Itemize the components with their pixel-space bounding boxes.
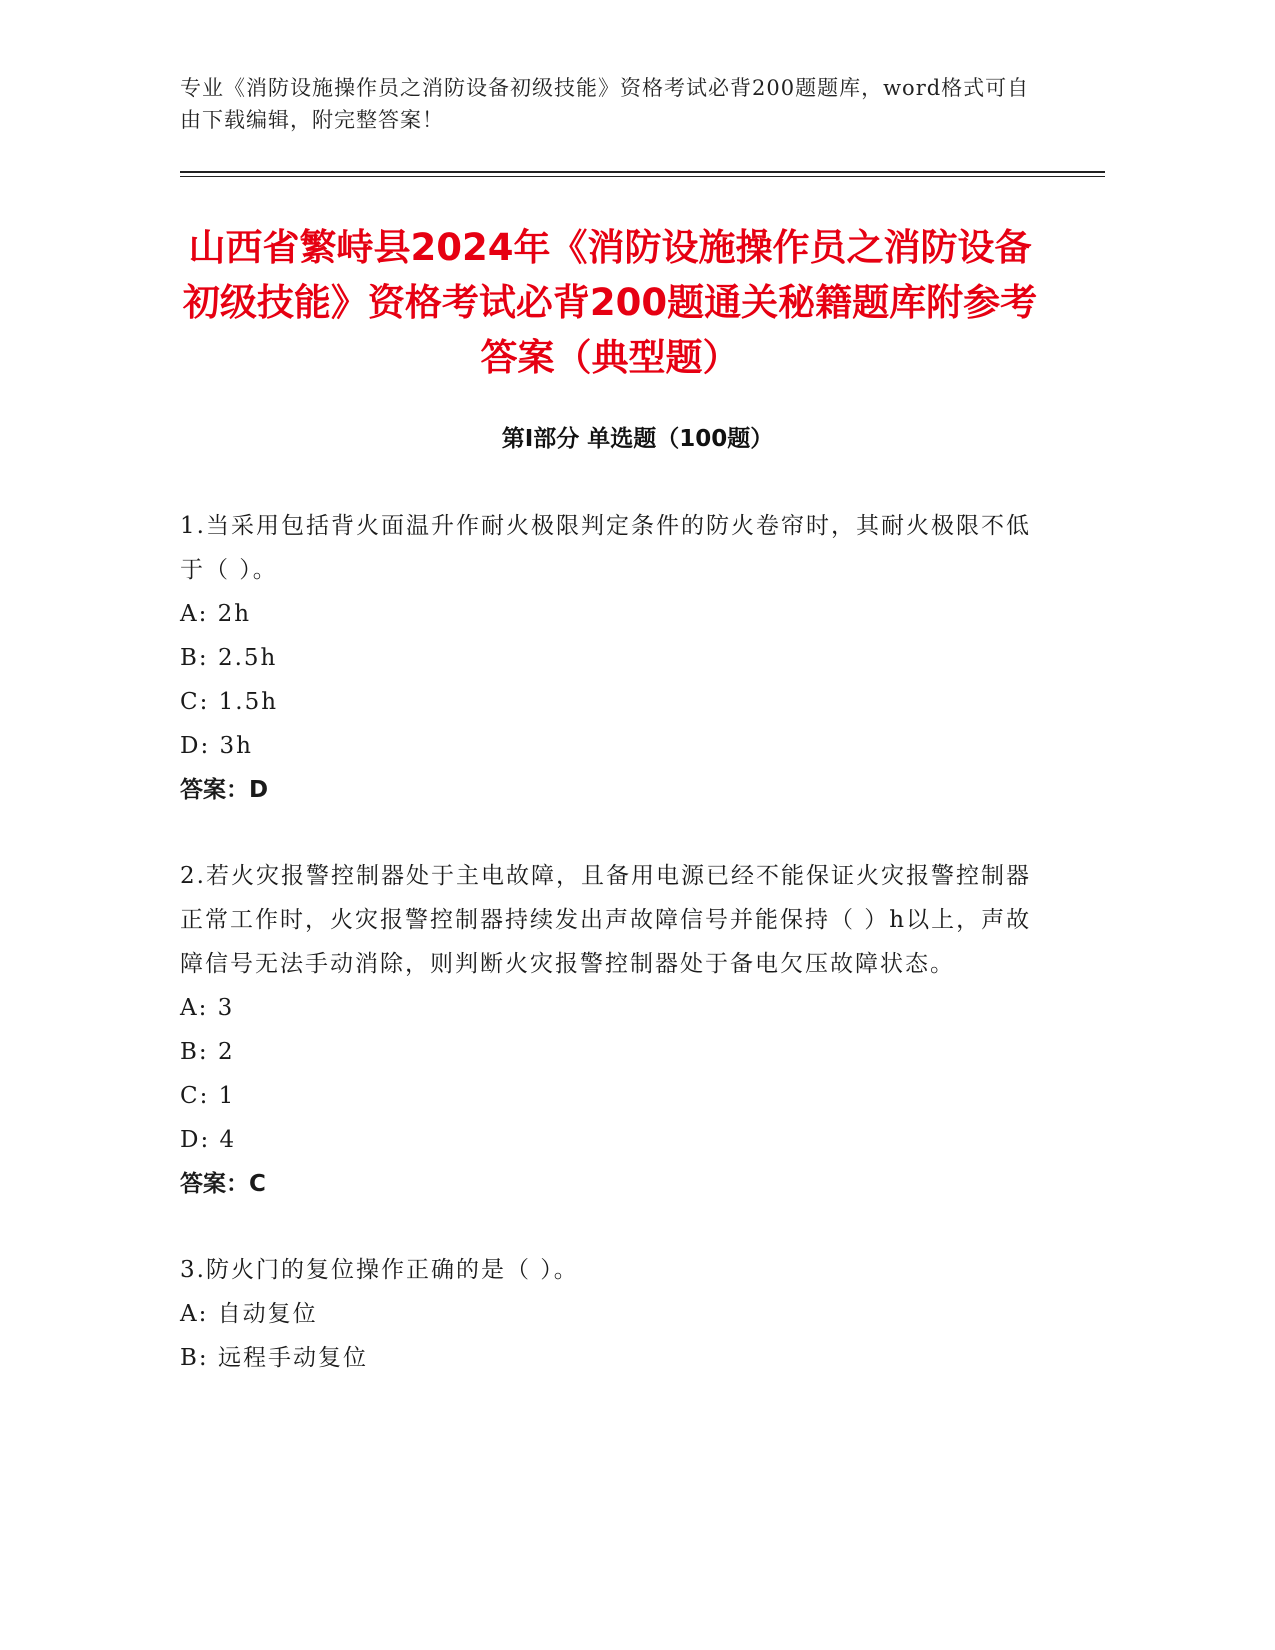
option-a: A: 3 xyxy=(180,995,235,1021)
question-2 xyxy=(180,854,1050,1206)
option-c: C: 1.5h xyxy=(180,689,279,715)
answer: 答案：D xyxy=(180,777,269,803)
option-b: B: 远程手动复位 xyxy=(180,1345,368,1371)
option-a: A: 自动复位 xyxy=(180,1301,318,1327)
question-1 xyxy=(180,504,1050,812)
option-c: C: 1 xyxy=(180,1083,236,1109)
question-3 xyxy=(180,1248,1050,1380)
answer: 答案：C xyxy=(180,1171,266,1197)
header-divider-thin xyxy=(180,176,1105,177)
option-d: D: 3h xyxy=(180,733,253,759)
header-divider-thick xyxy=(180,171,1105,173)
option-d: D: 4 xyxy=(180,1127,237,1153)
question-list xyxy=(180,504,1050,1422)
option-b: B: 2 xyxy=(180,1039,235,1065)
document-title: 山西省繁峙县2024年《消防设施操作员之消防设备初级技能》资格考试必背200题通关秘籍题库附参考答案（典型题） xyxy=(182,226,1038,379)
option-b: B: 2.5h xyxy=(180,645,278,671)
question-stem: 2.若火灾报警控制器处于主电故障，且备用电源已经不能保证火灾报警控制器正常工作时，火灾报警控制器持续发出声故障信号并能保持（ ）h以上，声故障信号无法手动消除，则判断火灾报警控制器处于备电欠压故障状态。 xyxy=(180,863,1032,977)
option-a: A: 2h xyxy=(180,601,252,627)
question-stem: 1.当采用包括背火面温升作耐火极限判定条件的防火卷帘时，其耐火极限不低于（ ）。 xyxy=(180,513,1031,583)
header-note: 专业《消防设施操作员之消防设备初级技能》资格考试必背200题题库，word格式可自由下载编辑，附完整答案！ xyxy=(180,76,1030,132)
question-stem: 3.防火门的复位操作正确的是（ ）。 xyxy=(180,1257,579,1283)
section-heading: 第Ⅰ部分 单选题（100题） xyxy=(501,426,774,452)
